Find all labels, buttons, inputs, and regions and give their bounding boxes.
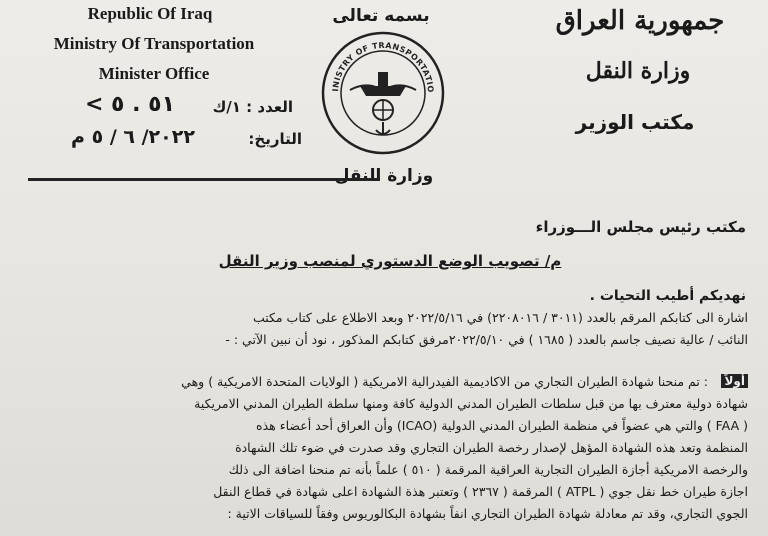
point-line: اجازة طيران خط نقل جوي ( ATPL ) المرقمة ( ٢٣٦٧ ) وتعتبر هذة الشهادة اعلى شهادة في قطاع النقل: [213, 484, 748, 499]
reference-number-label: العدد : ١/ك: [212, 98, 293, 116]
svg-text:MINISTRY OF TRANSPORTATION: INISTRY OF TRANSPORTATIO: [330, 40, 436, 94]
header-divider: [28, 178, 380, 181]
addressee: مكتب رئيس مجلس الـــوزراء: [535, 218, 746, 236]
point-line: والرخصة الامريكية أجازة الطيران التجارية العراقية المرقمة ( ٥١٠ ) علماً بأنه تم منحنا اضافة الى ذلك: [228, 462, 748, 477]
header-en-office: Minister Office: [98, 64, 210, 83]
header-ar-ministry: وزارة النقل: [585, 58, 691, 84]
intro-line: النائب / عالية نصيف جاسم بالعدد ( ١٦٨٥ ) في ٢٠٢٢/٥/١٠مرفق كتابكم المذكور ، نود أن نبين الآتي : -: [225, 332, 748, 347]
point-line: الجوي التجاري، وقد تم معادلة شهادة الطيران التجاري انفاً بشهادة البكالوريوس وفقاً للسياقات الاتية :: [227, 506, 748, 521]
header-ar-office: مكتب الوزير: [575, 110, 695, 134]
point-line: : تم منحنا شهادة الطيران التجاري من الاكاديمية الفيدرالية الامريكية ( الولايات المتحدة الامريكية ) وهي: [181, 374, 708, 389]
reference-date-label: التاريخ:: [248, 130, 302, 148]
seal-caption: وزارة النقل: [334, 166, 434, 186]
point-line: ( FAA ) والتي هي عضواً في منظمة الطيران المدني الدولية (ICAO) وأن العراق أحد أعضاء هذه: [256, 418, 748, 433]
header-en-ministry: Ministry Of Transportation: [53, 34, 255, 53]
subject-line: م/ تصويب الوضع الدستوري لمنصب وزير النقل: [218, 252, 562, 270]
ministry-seal: [320, 30, 446, 156]
point-line: شهادة دولية معترف بها من قبل سلطات الطيران المدني الدولية كافة ومنها سلطة الطيران المدني الامريكية: [194, 396, 748, 411]
intro-line: اشارة الى كتابكم المرقم بالعدد (٣٠١١ / ٢٢٠٨٠١٦) في ٢٠٢٢/٥/١٦ وبعد الاطلاع على كتاب مكتب: [252, 310, 748, 325]
basmala: بسمه تعالى: [332, 6, 430, 26]
header-ar-republic: جمهورية العراق: [555, 6, 725, 36]
header-en-republic: Republic Of Iraq: [87, 4, 213, 23]
greeting: نهديكم أطيب التحيات .: [589, 288, 746, 304]
point-marker: أولاً: [721, 374, 748, 388]
reference-date-value: ٢٠٢٢/ ٦ / ٥ م: [71, 126, 195, 148]
reference-number-value: ٥١ . ٥ >: [84, 92, 176, 117]
point-line: المنظمة وتعد هذه الشهادة المؤهل لإصدار رخصة الطيران التجاري وقد صدرت في ضوء تلك الشهادة: [235, 440, 748, 455]
seal-emblem-icon: [320, 30, 446, 156]
